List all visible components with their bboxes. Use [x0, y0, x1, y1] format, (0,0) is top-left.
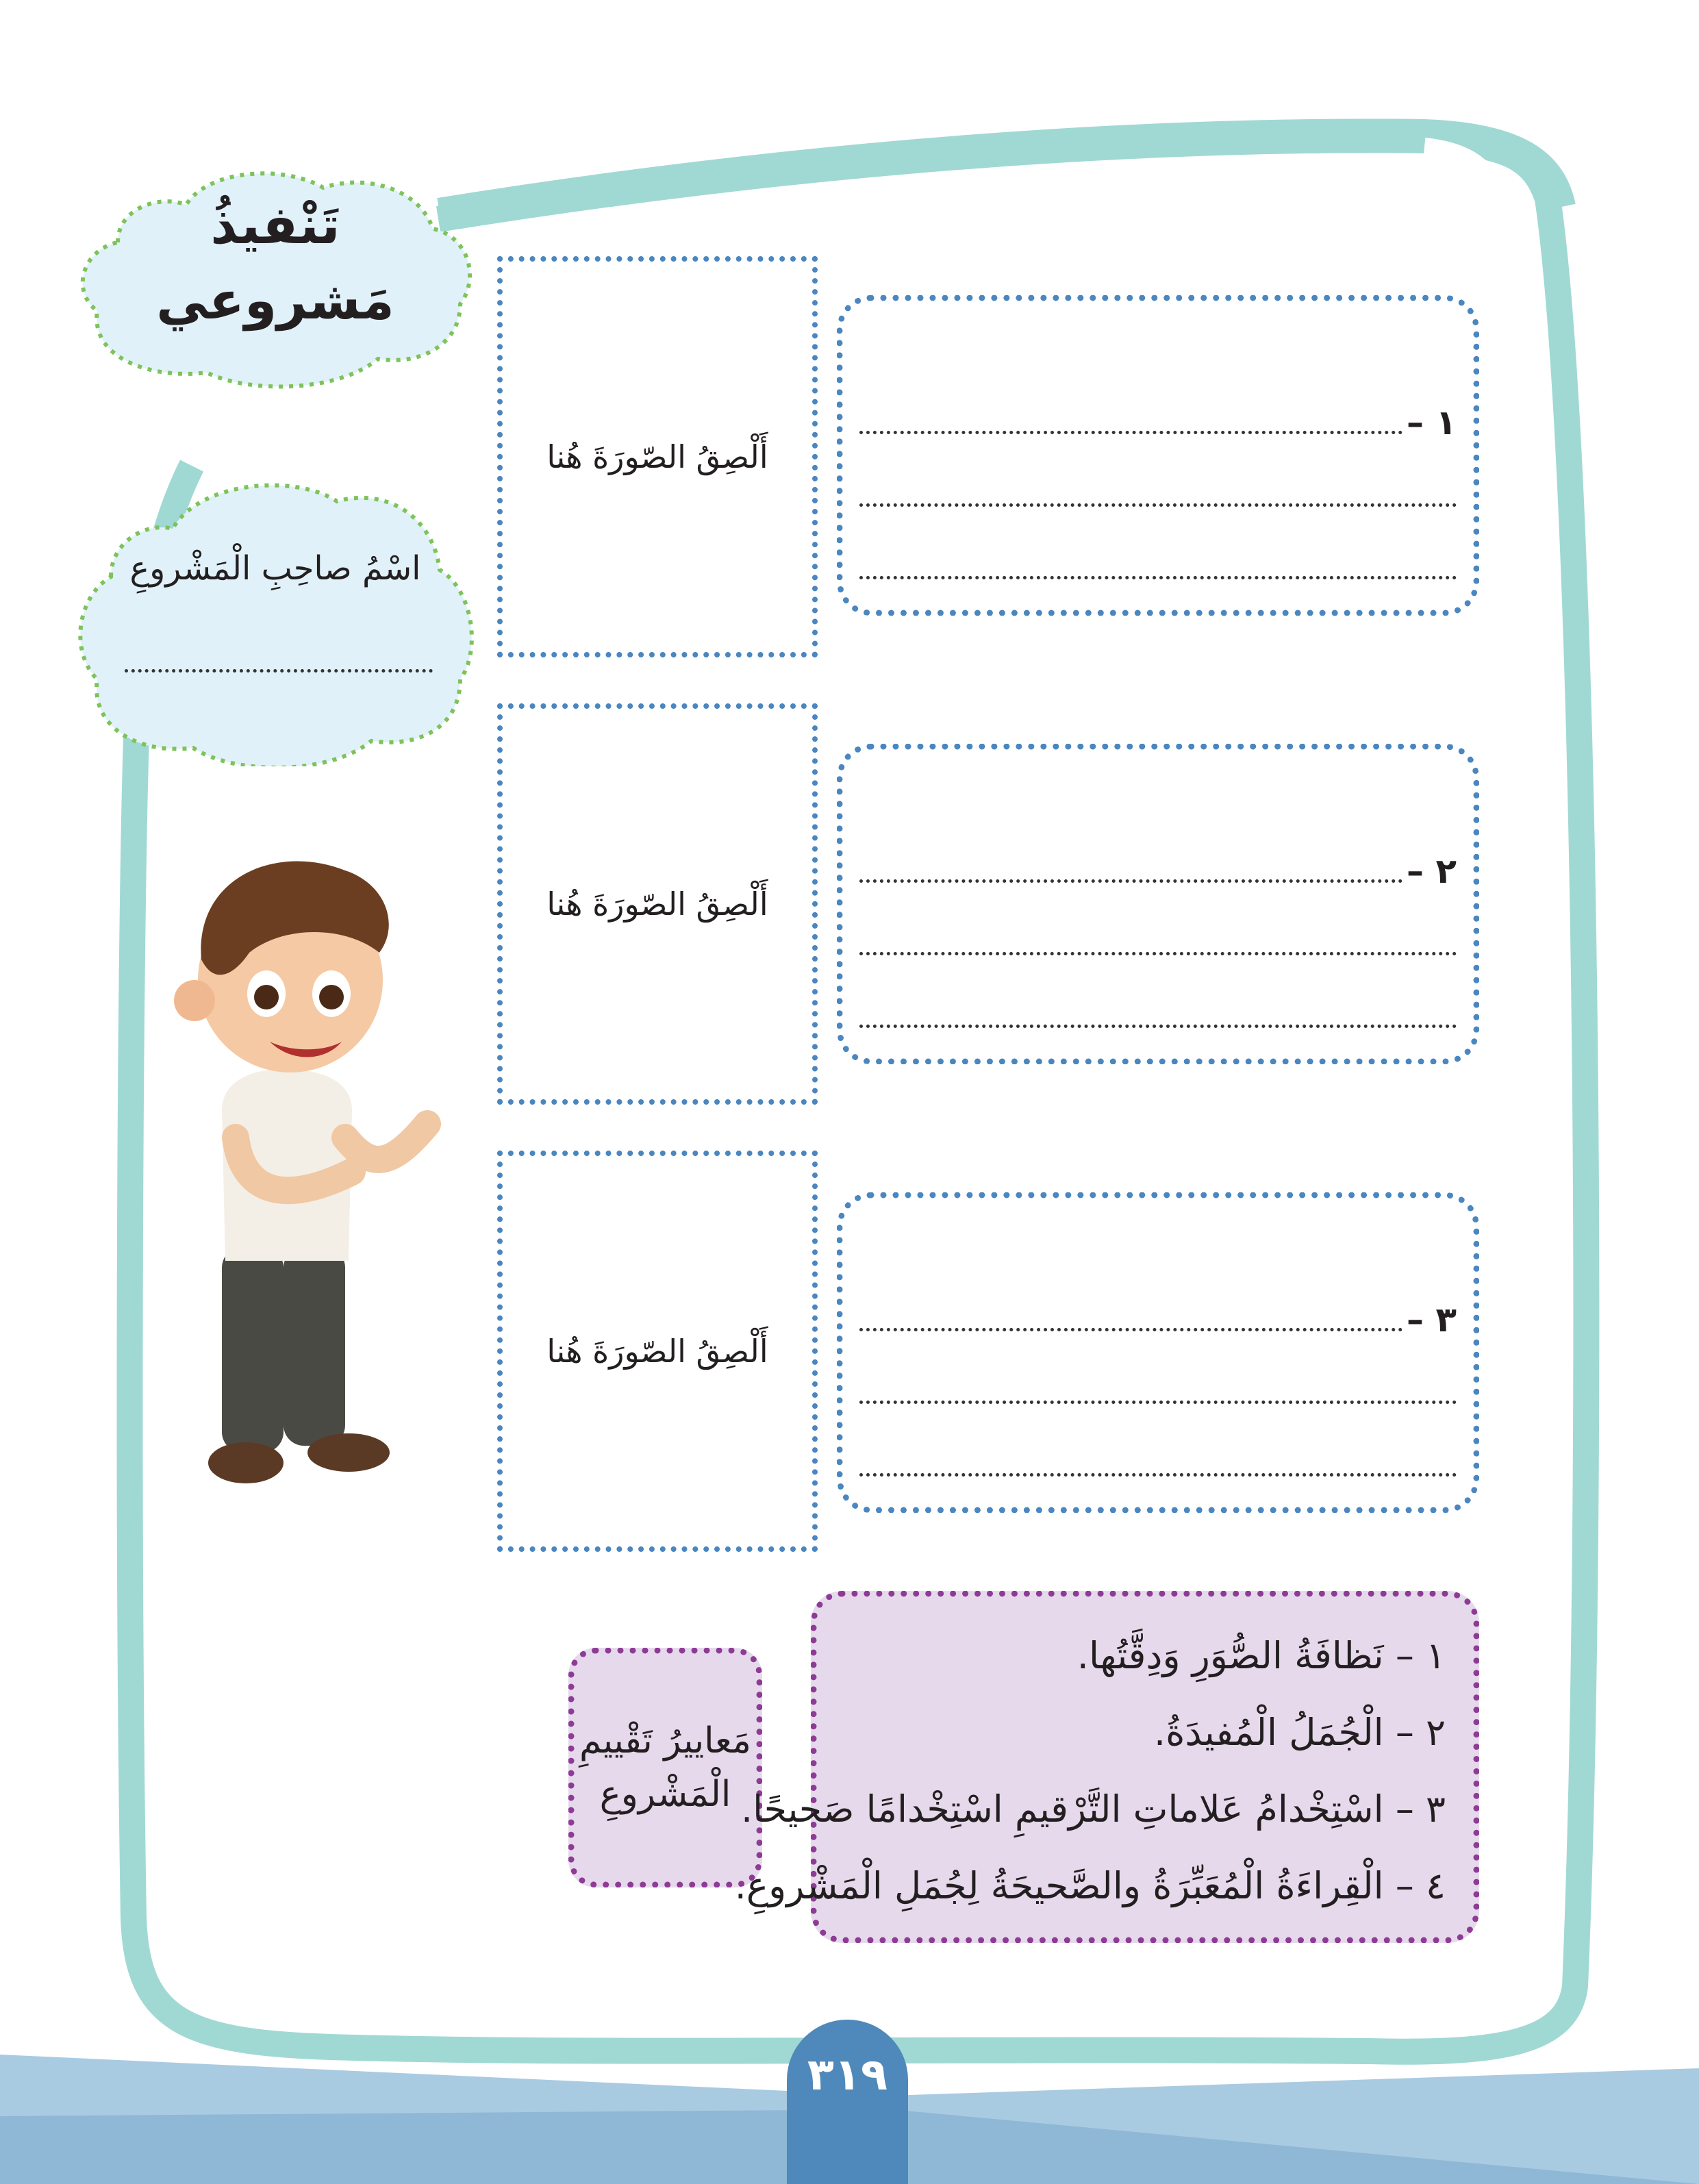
writing-line[interactable]: [859, 952, 1457, 955]
writing-line[interactable]: [859, 1473, 1457, 1477]
sentence-number: ٢ –: [1407, 851, 1457, 891]
sentence-box-1: [837, 295, 1479, 616]
criteria-item: ٤ – الْقِراءَةُ الْمُعَبِّرَةُ والصَّحيحَةُ لِجُمَلِ الْمَشْروعِ.: [734, 1864, 1446, 1907]
owner-name-field[interactable]: [125, 666, 433, 673]
owner-cloud: [77, 474, 474, 766]
sentence-box-2: [837, 744, 1479, 1064]
sentence-number: ٣ –: [1407, 1300, 1457, 1340]
sentence-box-3: [837, 1192, 1479, 1513]
title-cloud: [77, 167, 474, 390]
title-line2: مَشروعي: [156, 270, 394, 331]
criteria-title-box: [568, 1648, 762, 1887]
writing-line[interactable]: [859, 1401, 1457, 1404]
writing-line[interactable]: [859, 431, 1402, 434]
writing-line[interactable]: [859, 1025, 1457, 1028]
photo-box-2: [497, 703, 818, 1105]
photo-label: أَلْصِقُ الصّورَةَ هُنا: [546, 1333, 768, 1370]
writing-line[interactable]: [859, 576, 1457, 579]
criteria-item: ٣ – اسْتِخْدامُ عَلاماتِ التَّرْقيمِ اسْتِخْدامًا صَحيحًا.: [740, 1787, 1446, 1831]
sentence-number: ١ –: [1407, 403, 1457, 442]
page-number: ٣١٩: [787, 2020, 908, 2184]
photo-box-3: [497, 1151, 818, 1552]
owner-label: اسْمُ صاحِبِ الْمَشْروعِ: [129, 549, 421, 588]
boy-illustration: [167, 850, 462, 1487]
writing-line[interactable]: [859, 1328, 1402, 1331]
photo-label: أَلْصِقُ الصّورَةَ هُنا: [546, 886, 768, 922]
writing-line[interactable]: [859, 503, 1457, 507]
photo-label: أَلْصِقُ الصّورَةَ هُنا: [546, 438, 768, 475]
criteria-box: [734, 1591, 1479, 1943]
title-line1: تَنْفيذُ: [210, 194, 340, 255]
criteria-item: ٢ – الْجُمَلُ الْمُفيدَةُ.: [1153, 1711, 1446, 1754]
criteria-item: ١ – نَظافَةُ الصُّوَرِ وَدِقَّتُها.: [1077, 1634, 1446, 1677]
writing-line[interactable]: [859, 879, 1402, 883]
criteria-title: مَعاييرُ تَقْييمِ الْمَشْروعِ: [579, 1720, 751, 1815]
photo-box-1: [497, 256, 818, 657]
